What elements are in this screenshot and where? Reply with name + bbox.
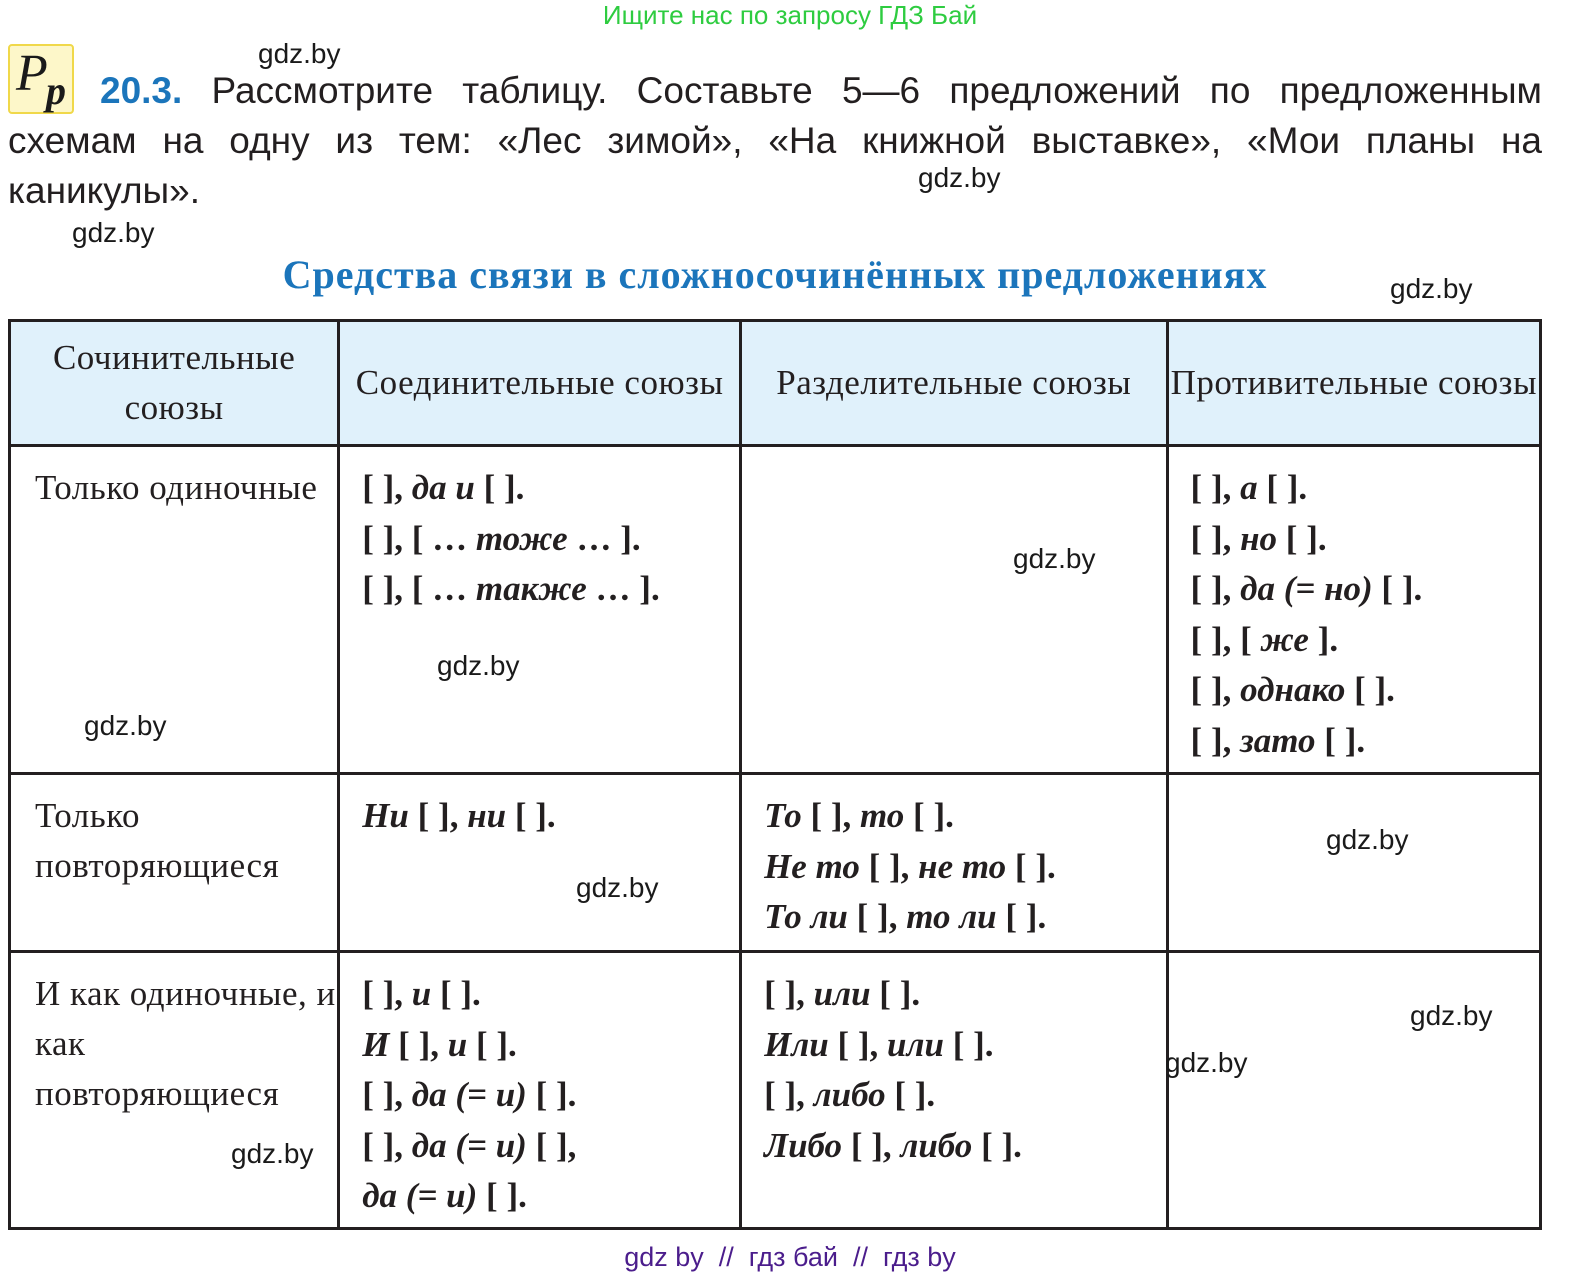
adversative-schemes	[1167, 774, 1540, 952]
scheme: [ ], и [ ].	[362, 974, 481, 1013]
scheme: [ ], [ … тоже … ].	[362, 518, 641, 558]
row-label-text: Только повторяющиеся	[35, 796, 280, 885]
connective-schemes	[339, 446, 741, 774]
connective-schemes	[339, 774, 741, 952]
p-rule-icon-small-glyph: p	[46, 68, 66, 113]
watermark: gdz.by	[1165, 1047, 1248, 1078]
table-header-row	[10, 321, 1541, 446]
row-label-text: И как одиночные, и как повторяющиеся	[35, 974, 336, 1113]
disjunctive-schemes	[741, 774, 1167, 952]
header-adversative: Противительные союзы	[1167, 321, 1540, 446]
scheme: [ ], да и [ ].	[362, 468, 525, 507]
watermark: gdz.by	[1390, 273, 1473, 304]
scheme: Или [ ], или [ ].	[764, 1024, 994, 1064]
footer-watermark: gdz by // гдз бай // гдз by	[624, 1242, 956, 1272]
scheme: да (= и) [ ].	[362, 1176, 527, 1215]
table-row	[10, 952, 1541, 1229]
header-connective: Соединительные союзы	[339, 321, 741, 446]
watermark: gdz.by	[72, 217, 155, 248]
task-text	[8, 66, 1542, 216]
scheme: Не то [ ], не то [ ].	[764, 846, 1056, 886]
scheme: [ ], однако [ ].	[1190, 670, 1395, 709]
adversative-schemes	[1167, 952, 1540, 1229]
scheme: Либо [ ], либо [ ].	[764, 1125, 1022, 1165]
connective-schemes	[339, 952, 741, 1229]
table-row	[10, 446, 1541, 774]
p-rule-icon-big-glyph: P	[16, 45, 48, 102]
scheme: То ли [ ], то ли [ ].	[764, 897, 1047, 936]
table-title: Средства связи в сложносочинённых предложениях	[282, 252, 1268, 297]
conjunctions-table	[8, 319, 1542, 1230]
scheme: То [ ], то [ ].	[764, 796, 954, 835]
scheme: [ ], зато [ ].	[1190, 720, 1366, 760]
watermark: gdz.by	[918, 162, 1001, 193]
disjunctive-schemes	[741, 446, 1167, 774]
task-body: Рассмотрите таблицу. Составьте 5—6 предложений по предложенным схемам на одну из тем: «Лес зимой», «На книжной выставке», «Мои планы на каникулы».	[8, 70, 1542, 211]
watermark: gdz.by	[231, 1138, 314, 1169]
scheme: [ ], либо [ ].	[764, 1075, 936, 1114]
scheme: Ни [ ], ни [ ].	[362, 796, 556, 835]
scheme: И [ ], и [ ].	[362, 1024, 517, 1064]
watermark: gdz.by	[258, 38, 341, 69]
adversative-schemes	[1167, 446, 1540, 774]
scheme: [ ], да (= но) [ ].	[1190, 569, 1423, 608]
row-label	[10, 446, 339, 774]
scheme: [ ], да (= и) [ ].	[362, 1075, 577, 1114]
watermark: gdz.by	[1410, 1000, 1493, 1031]
task-number: 20.3.	[100, 70, 183, 111]
row-label	[10, 774, 339, 952]
watermark: gdz.by	[576, 872, 659, 903]
top-banner: Ищите нас по запросу ГДЗ Бай	[602, 0, 978, 30]
disjunctive-schemes	[741, 952, 1167, 1229]
scheme: [ ], но [ ].	[1190, 518, 1327, 558]
row-label-text: Только одиночные	[35, 468, 318, 507]
header-disjunctive: Разделительные союзы	[741, 321, 1167, 446]
scheme: [ ], [ … также … ].	[362, 569, 660, 608]
scheme: [ ], да (= и) [ ],	[362, 1125, 577, 1165]
table-row	[10, 774, 1541, 952]
watermark: gdz.by	[437, 650, 520, 681]
scheme: [ ], [ же ].	[1190, 619, 1339, 659]
scheme: [ ], или [ ].	[764, 974, 921, 1013]
watermark: gdz.by	[1013, 543, 1096, 574]
scheme: [ ], а [ ].	[1190, 468, 1308, 507]
row-label	[10, 952, 339, 1229]
watermark: gdz.by	[84, 710, 167, 741]
header-coordinating: Сочинительные союзы	[10, 321, 339, 446]
watermark: gdz.by	[1326, 824, 1409, 855]
